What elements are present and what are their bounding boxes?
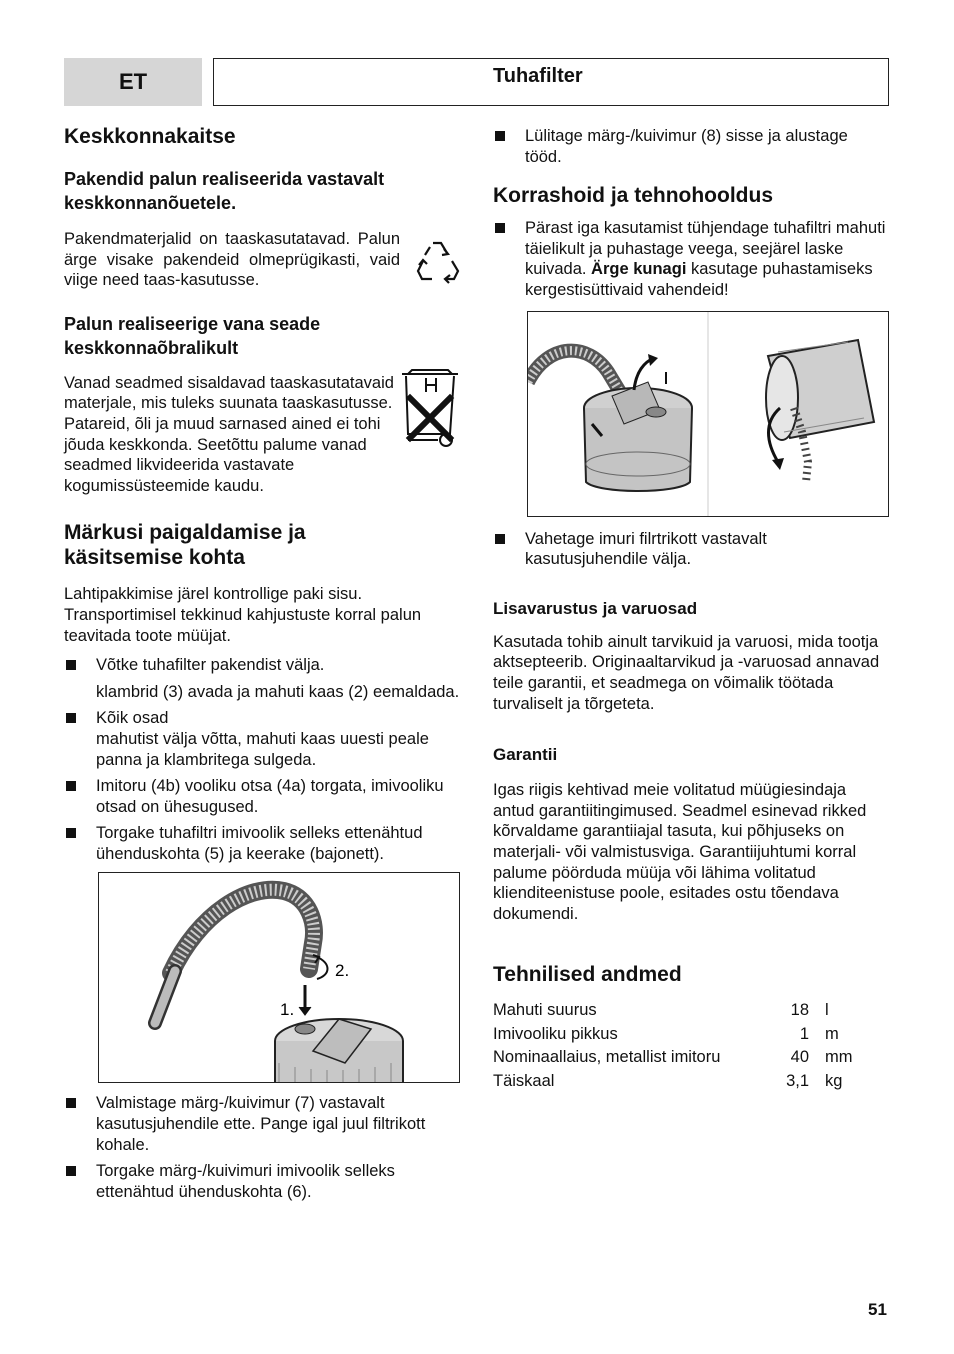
technical-data-table — [493, 999, 889, 1093]
warranty-text: Igas riigis kehtivad meie volitatud müügiesindaja antud garantiitingimused. Seadmel esinevad rikked kõrvaldame garantiiajal tasuta, kui põhjuseks on materjali- või valmistusviga. Garantiijuhtumi korral palume pöörduda müüja või lähima volitatud klienditeenistuse poole, esitades ostu tõendava dokumendi. — [493, 781, 867, 923]
install-text: Lahtipakkimise järel kontrollige paki sisu. Transportimisel tekkinud kahjustuste korral palun teavitada toote müüjat. — [64, 585, 422, 645]
heading-install: Märkusi paigaldamise ja käsitsemise kohta — [64, 521, 306, 570]
tech-label: Mahuti suurus — [493, 1001, 597, 1020]
tech-value: 18 — [790, 1001, 809, 1020]
right-column — [493, 120, 889, 1093]
bullet-insert-vac-hose: Torgake märg-/kuivimuri imivoolik selleks ettenähtud ühenduskohta (6). — [64, 1161, 460, 1202]
maintenance-text-b: kasutage puhastamiseks kergestisüttivaid vahendeid! — [525, 260, 873, 299]
tech-row — [493, 1070, 889, 1094]
tech-value: 1 — [799, 1024, 809, 1043]
heading-maintenance: Korrashoid ja tehnohooldus — [493, 184, 774, 208]
tech-unit: mm — [825, 1048, 853, 1067]
bullet-unpack: Võtke tuhafilter pakendist välja. — [64, 655, 460, 676]
heading-accessories: Lisavarustus ja varuosad — [493, 598, 698, 618]
accessories-text: Kasutada tohib ainult tarvikuid ja varuosi, mida tootja aktsepteerib. Originaaltarvikud ja -varuosad annavad teile garantii, et seadmega on võimalik töötada turvaliselt ja tõrgeteta. — [493, 632, 880, 713]
tech-value: 3,1 — [786, 1071, 809, 1090]
tech-row — [493, 999, 889, 1023]
emptying-container-illustration — [528, 312, 888, 516]
maintenance-warning: Ärge kunagi — [591, 260, 687, 279]
page-title: Tuhafilter — [493, 65, 583, 87]
tech-unit: m — [825, 1024, 839, 1043]
bullet-prepare-vac: Valmistage märg-/kuivimur (7) vastavalt kasutusjuhendile ette. Pange igal juul filtrikott kohale. — [64, 1093, 460, 1155]
tech-row — [493, 1023, 889, 1047]
tech-row — [493, 1046, 889, 1070]
heading-warranty: Garantii — [493, 745, 558, 765]
old-device-text: Vanad seadmed sisaldavad taaskasutatavaid materjale, mis tuleks suunata taaskasutusse. Patareid, õli ja muud sarnased ained ei tohi jõuda keskkonda. Seetõttu palume vanad seadmed likvideerida vastavate kogumissüsteemide kaudu. — [64, 373, 394, 495]
header-title-box — [213, 58, 889, 106]
heading-technical-data: Tehnilised andmed — [493, 963, 682, 987]
bullet-maintenance — [493, 218, 889, 300]
language-code: ET — [118, 69, 148, 94]
indent-clamps: klambrid (3) avada ja mahuti kaas (2) eemaldada. — [96, 682, 460, 701]
bullet-switch-on: Lülitage märg-/kuivimur (8) sisse ja alustage tööd. — [493, 126, 889, 167]
bullet-change-filter: Vahetage imuri filrtrikott vastavalt kasutusjuhendile välja. — [493, 529, 889, 570]
left-column — [64, 120, 460, 1202]
old-device-block — [64, 373, 460, 497]
packaging-text: Pakendmaterjalid on taaskasutatavad. Palun ärge visake pakendeid olmeprügikasti, vaid viige need taas-kasutusse. — [64, 230, 400, 290]
figure-label-2: 2. — [335, 961, 350, 981]
tech-unit: l — [825, 1001, 829, 1020]
weee-crossed-bin-icon — [398, 368, 464, 448]
subheading-old-device: Palun realiseerige vana seade keskkonnaõbralikult — [64, 313, 321, 358]
bullet-parts-a: Kõik osad — [64, 708, 460, 729]
tech-value: 40 — [790, 1048, 809, 1067]
hose-connection-illustration — [99, 873, 459, 1082]
figure-emptying — [527, 311, 889, 517]
subheading-packaging: Pakendid palun realiseerida vastavalt keskkonnanõuetele. — [64, 169, 385, 213]
figure-label-1: 1. — [280, 1000, 295, 1020]
bullet-parts-b: mahutist välja võtta, mahuti kaas uuesti peale panna ja klambritega sulgeda. — [96, 729, 429, 769]
page-number: 51 — [868, 1300, 887, 1319]
heading-environment: Keskkonnakaitse — [64, 125, 236, 148]
tech-label: Täiskaal — [493, 1071, 555, 1090]
packaging-block — [64, 229, 460, 291]
figure-hose-connection — [98, 872, 460, 1083]
recycle-icon — [414, 237, 464, 289]
language-badge — [64, 58, 202, 106]
maintenance-text-a: Pärast iga kasutamist tühjendage tuhafiltri mahuti täielikult ja puhastage veega, seejärel laske kuivada. — [525, 219, 886, 279]
bullet-tube: Imitoru (4b) vooliku otsa (4a) torgata, imivooliku otsad on ühesugused. — [64, 776, 460, 817]
tech-label: Nominaallaius, metallist imitoru — [493, 1048, 721, 1067]
tech-unit: kg — [825, 1071, 843, 1090]
bullet-hose: Torgake tuhafiltri imivoolik selleks ettenähtud ühenduskohta (5) ja keerake (bajonett). — [64, 823, 460, 864]
tech-label: Imivooliku pikkus — [493, 1024, 618, 1043]
